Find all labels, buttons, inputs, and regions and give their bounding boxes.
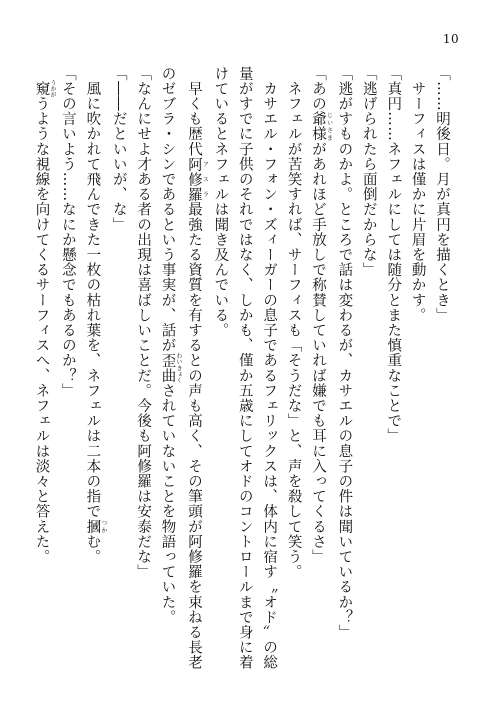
text-line: 「なんにせよ才ある者の出現は喜ばしいことだ。今後も阿修羅は安泰だな」 xyxy=(135,66,152,580)
furigana-ruby: 摑 つか xyxy=(84,519,107,535)
text-line: 「逃げられたら面倒だからな」 xyxy=(360,66,377,278)
furigana-reading: じいさま xyxy=(325,111,333,142)
text-line: サーフィスは僅かに片眉を動かす。 xyxy=(409,66,426,323)
furigana-reading: つか xyxy=(99,519,107,535)
text-line: 風に吹かれて飛んできた一枚の枯れ葉を、ネフェルは二本の指で摑 つかむ。 xyxy=(84,66,107,565)
furigana-ruby: 歪曲 わいきょく xyxy=(159,352,183,384)
text-line: カサエル・フォン・ズィーガーの息子であるフェリックスは、体内に宿す〝オド〟の総 xyxy=(261,66,278,670)
furigana-ruby: 阿修羅 アスラ xyxy=(185,156,209,202)
furigana-ruby: 爺様 じいさま xyxy=(309,111,333,142)
text-line: 量がすでに子供のそれではなく、しかも、僅か五歳にしてオドのコントロールまで身に着 xyxy=(236,66,253,670)
furigana-reading: アスラ xyxy=(201,156,209,202)
vertical-text-block xyxy=(29,66,454,671)
furigana-reading: うかが xyxy=(49,79,56,98)
page-number: 10 xyxy=(442,32,460,46)
text-line: 窺 うかがうような視線を向けてくるサーフィスへ、ネフェルは淡々と答えた。 xyxy=(33,79,56,565)
text-line: のゼブラ・シンであるという事実が、話が歪曲 わいきょくされていないことを物語っていた。 xyxy=(159,66,183,625)
text-line: 「あの爺様 じいさまがあれほど手放しで称賛していれば嫌でも耳に入ってくるさ」 xyxy=(309,66,333,565)
text-line: 早くも歴代阿修羅 アスラ最強たる資質を有するとの声も高く、その筆頭が阿修羅を束ねる長老 xyxy=(185,66,209,671)
furigana-reading: わいきょく xyxy=(175,352,183,384)
text-line: 「逃がすものかよ。ところで話は変わるが、カサエルの息子の件は聞いているか？」 xyxy=(336,66,353,640)
text-line: 「――だといいが、な」 xyxy=(110,66,127,233)
text-line: けているとネフェルは聞き及んでいる。 xyxy=(212,66,229,338)
text-line: 「……明後日。月が真円を描くとき」 xyxy=(434,66,450,323)
text-line: ネフェルが苦笑すれば、サーフィスも「そうだな」と、声を殺して笑う。 xyxy=(285,66,302,580)
furigana-ruby: 窺 うかが xyxy=(33,79,56,98)
text-line: 「その言いよう……なにか懸念でもあるのか？」 xyxy=(59,66,76,399)
text-line: 「真円……ネフェルにしては随分とまた慎重なことで」 xyxy=(385,66,402,444)
